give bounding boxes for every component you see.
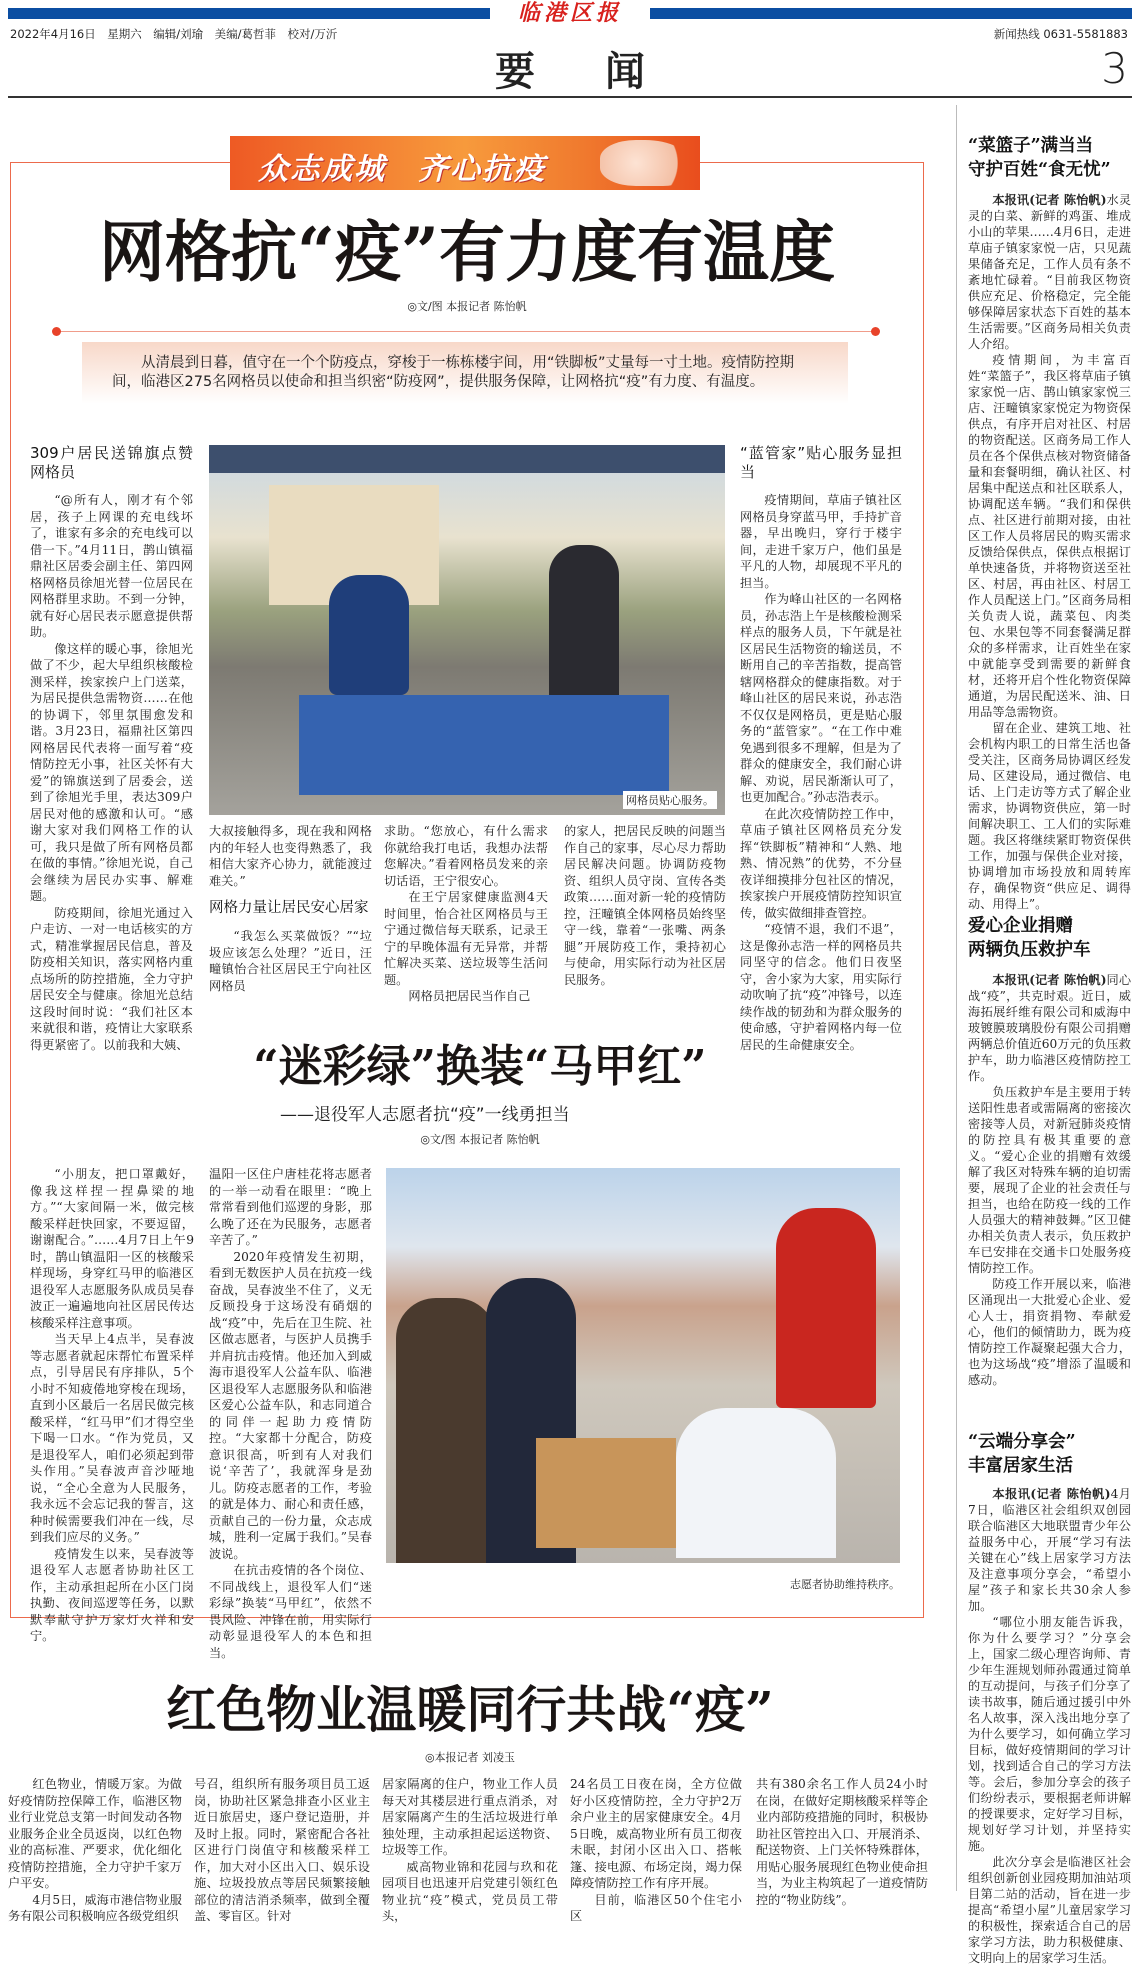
article3-column-4 [570, 1776, 742, 1925]
paragraph-text: “我怎么买菜做饭？”“垃圾应该怎么处理？”近日，汪疃镇怡合社区居民王宁向社区网格员 [209, 929, 372, 993]
paragraph [30, 492, 193, 641]
paragraph [30, 1546, 194, 1645]
paragraph [30, 1166, 194, 1331]
article3-column-3 [382, 1776, 558, 1925]
article2-column-2 [209, 1166, 372, 1661]
joined-hands-icon [600, 140, 690, 186]
paragraph [382, 1859, 558, 1925]
paragraph [968, 1084, 1131, 1276]
article3-column-2 [194, 1776, 370, 1925]
campaign-banner [230, 136, 700, 190]
paragraph [968, 192, 1131, 352]
paragraph [8, 1892, 182, 1925]
paragraph-text: 在抗击疫情的各个岗位、不同战线上，退役军人们“迷彩绿”换装“马甲红”，依然不畏风险、冲锋在前，用实际行动彰显退役军人的本色和担当。 [209, 1563, 372, 1660]
paragraph [209, 1249, 372, 1563]
story-title: 爱心企业捐赠 两辆负压救护车 [968, 916, 1091, 960]
dateline: 本报讯(记者 陈怡帆) [992, 973, 1107, 987]
paragraph [384, 889, 548, 988]
paragraph [968, 720, 1131, 912]
sidebar-story-vegetables [968, 134, 1131, 912]
decorative-dot [52, 327, 61, 336]
paragraph [209, 1562, 372, 1661]
newspaper-logo: 临港区报 [490, 0, 650, 26]
article1-column-3 [384, 823, 548, 1005]
paragraph-text: 红色物业，情暖万家。为做好疫情防控保障工作，临港区物业行业党总支第一时间发动各物业服务企业全员返岗，以红色物业的高标准、严要求，优化细化疫情防控措施，全力守护千家万户平安。 [8, 1777, 182, 1890]
dateline: 本报讯(记者 陈怡帆) [992, 1487, 1111, 1501]
column-divider [956, 105, 957, 1891]
photo-volunteers [386, 1168, 900, 1563]
paragraph-text: 4月5日，威海市港信物业服务有限公司积极响应各级党组织 [8, 1892, 182, 1923]
paragraph-text: 2020年疫情发生初期，看到无数医护人员在抗疫一线奋战，吴春波坐不住了，义无反顾投身于这场没有硝烟的战“疫”中，先后在卫生院、社区做志愿者，与医护人员携手并肩抗击疫情。他还加入到威海市退役军人公益车队、临港区退役军人志愿服务队和临港区爱心公益车队，和志同道合的同伴一起助力疫情防控。“大家都十分配合，防疫意识很高，听到有人对我们说‘辛苦了’，我就浑身是劲儿。防疫志愿者的工作，考验的就是体力、耐心和责任感，贡献自己的一份力量，众志成城，胜利一定属于我们。”吴春波说。 [209, 1249, 372, 1561]
paragraph-text: “哪位小朋友能告诉我，你为什么要学习？”分享会上，国家二级心理咨询师、青少年生涯规划师孙霞通过简单的互动提问，与孩子们分享了读书故事，随后通过援引中外名人故事，深入浅出地分享了为什么要学习，如何确立学习目标，做好疫情期间的学习计划，找到适合自己的学习方法等。会后，参加分享会的孩子们纷纷表示，要根据老师讲解的授课要求，定好学习目标，规划好学习计划，并坚持实施。 [968, 1615, 1131, 1853]
paragraph [209, 1166, 372, 1249]
paragraph [756, 1776, 928, 1908]
paragraph-text: 水灵灵的白菜、新鲜的鸡蛋、堆成小山的苹果……4月6日，走进草庙子镇家家悦一店，只见蔬果储备充足，工作人员有条不紊地忙碌着。“目前我区物资供应充足、价格稳定，完全能够保障居家状态下百姓的基本生活需要。”区商务局相关负责人介绍。 [968, 193, 1132, 351]
article1-column-1 [30, 442, 193, 1053]
photo-caption: 网格员贴心服务。 [623, 791, 717, 809]
paragraph [382, 1776, 558, 1859]
paragraph-text: “疫情不退，我们不退”，这是像孙志浩一样的网格员共同坚守的信念。他们日夜坚守，舍小家为大家，用实际行动吹响了抗“疫”冲锋号，以连续作战的韧劲和为群众服务的使命感，守护着网格内每一位居民的生命健康安全。 [740, 922, 902, 1052]
paragraph [740, 492, 902, 591]
worker-figure [329, 575, 409, 695]
article2-column-1 [30, 1166, 194, 1645]
paragraph-text: 4月7日，临港区社会组织双创园联合临港区大地联盟青少年公益服务中心，开展“学习有法 关键在心”线上居家学习方法及注意事项分享会，“希望小屋”孩子和家长共30余人参加。 [968, 1487, 1131, 1613]
paragraph-text: “@所有人，刚才有个邻居，孩子上网课的充电线坏了，谁家有多余的充电线可以借一下。”4月11日，鹊山镇福鼎社区居委会副主任、第四网格网格员徐旭光替一位居民在网格群里求助。不到一分钟，就有好心居民表示愿意提供帮助。 [30, 493, 193, 639]
paragraph-text: 号召，组织所有服务项目员工返岗，协助社区紧急排查小区业主近日旅居史，逐户登记造册，并及时上报。同时，紧密配合各社区进行门岗值守和核酸采样工作，加大对小区出入口、娱乐设施、垃圾投放点等居民频繁接触部位的清洁消杀频率，做到全覆盖、零盲区。针对 [194, 1777, 370, 1923]
section-title: 要闻 [495, 49, 715, 95]
story-title: “菜篮子”满当当 守护百姓“食无忧” [968, 136, 1111, 180]
header-rule [8, 96, 1132, 98]
article1-column-4 [564, 823, 726, 988]
decorative-line [55, 331, 875, 332]
article2-title: “迷彩绿”换装“马甲红” [253, 1041, 707, 1092]
paragraph-text: 求助。“您放心，有什么需求你就给我打电话，我想办法帮您解决。”看着网格员发来的亲切话语，王宁很安心。 [384, 824, 548, 888]
paragraph-text: 负压救护车是主要用于转送阳性患者或需隔离的密接次密接等人员，对新冠肺炎疫情的防控具有极其重要的意义。“爱心企业的捐赠有效缓解了我区对特殊车辆的迫切需要，展现了企业的社会责任与担当，也给在防疫一线的工作人员强大的精神鼓舞。”区卫健办相关负责人表示，负压救护车已安排在交通卡口处服务疫情防控工作。 [968, 1085, 1131, 1275]
paragraph [209, 823, 372, 889]
paragraph [968, 1614, 1131, 1854]
paragraph-text: 疫情发生以来，吴春波等退役军人志愿者协助社区工作，主动承担起所在小区门岗执勤、夜间巡逻等任务，以默默奉献守护万家灯火祥和安宁。 [30, 1546, 194, 1643]
article1-byline: ◎文/图 本报记者 陈怡帆 [407, 300, 527, 313]
paragraph [968, 1854, 1131, 1966]
paragraph [968, 352, 1131, 720]
article3-column-1 [8, 1776, 182, 1925]
paragraph-text: 温阳一区住户唐桂花将志愿者的一举一动看在眼里：“晚上常常看到他们巡逻的身影，那么晚了还在为民服务，志愿者辛苦了。” [209, 1167, 372, 1247]
paragraph-text: 网格员把居民当作自己 [408, 989, 531, 1003]
paragraph [968, 972, 1131, 1084]
volunteer-red-vest [776, 1208, 876, 1408]
paragraph [740, 921, 902, 1053]
page-number: 3 [1101, 44, 1128, 93]
article1-title: 网格抗“疫”有力度有温度 [99, 213, 835, 291]
article2-subtitle: ——退役军人志愿者抗“疫”一线勇担当 [280, 1105, 570, 1125]
paragraph-text: 当天早上4点半，吴春波等志愿者就起床帮忙布置采样点，引导居民有序排队，5个小时不知疲倦地穿梭在现场，直到小区最后一名居民做完核酸采样，“红马甲”们才得空坐下喝一口水。“作为党员，又是退役军人，咱们必须起到带头作用。”吴春波声音沙哑地说，“全心全意为人民服务，我永远不会忘记我的誓言，这种时候需要我们冲在一线，尽到我们应尽的义务。” [30, 1332, 194, 1544]
paragraph [384, 823, 548, 889]
paragraph [570, 1892, 742, 1925]
paragraph-text: “小朋友，把口罩戴好，像我这样捏一捏鼻梁的地方。”“大家间隔一米，做完核酸采样赶快回家，不要逗留，谢谢配合。”……4月7日上午9时，鹊山镇温阳一区的核酸采样现场，身穿红马甲的临港区退役军人志愿服务队成员吴春波正一遍遍地向社区居民传达核酸采样注意事项。 [30, 1167, 194, 1330]
banner-text: 众志成城 齐心抗疫 [258, 152, 546, 187]
delivery-cart [299, 695, 669, 795]
paragraph [968, 1276, 1131, 1388]
paragraph-text: 疫情期间，草庙子镇社区网格员身穿蓝马甲，手持扩音器，早出晚归，穿行于楼宇间，走进千家万户，他们虽是平凡的人物，却展现不平凡的担当。 [740, 493, 902, 590]
issue-meta: 2022年4月16日 星期六 编辑/刘瑜 美编/葛哲菲 校对/万沂 [10, 27, 338, 41]
subheading: 网格力量让居民安心居家 [209, 900, 369, 916]
paragraph [564, 823, 726, 988]
paragraph-text: 居家隔离的住户，物业工作人员每天对其楼层进行重点消杀，对居家隔离产生的生活垃圾进行单独处理，主动承担起运送物资、垃圾等工作。 [382, 1777, 558, 1857]
paragraph-text: 在王宁居家健康监测4天时间里，怡合社区网格员与王宁通过微信每天联系，记录王宁的早晚体温有无异常，并帮忙解决买菜、送垃圾等生活问题。 [384, 890, 548, 987]
paragraph-text: 24名员工日夜在岗，全方位做好小区疫情防控，全力守护2万余户业主的居家健康安全。4月5日晚，威高物业所有员工彻夜未眠，封闭小区出入口、搭帐篷、接电源、布场定岗，竭力保障疫情防控工作有序开展。 [570, 1777, 742, 1890]
article1-column-2 [209, 823, 372, 994]
paragraph [570, 1776, 742, 1892]
subheading: “蓝管家”贴心服务显担当 [740, 444, 902, 481]
paragraph-text: 共有380余名工作人员24小时在岗，在做好定期核酸采样等企业内部防疫措施的同时，积极协助社区管控出入口、开展消杀、配送物资、上门关怀特殊群体，用贴心服务展现红色物业使命担当，为业主构筑起了一道疫情防控的“物业防线”。 [756, 1777, 928, 1907]
decorative-dot [871, 327, 880, 336]
subheading: 309户居民送锦旗点赞网格员 [30, 444, 193, 481]
article2-byline: ◎文/图 本报记者 陈怡帆 [420, 1133, 540, 1146]
paragraph [968, 1486, 1131, 1614]
paragraph-text: 防疫工作开展以来，临港区涌现出一大批爱心企业、爱心人士，捐资捐物、奉献爱心，他们的倾情助力，既为疫情防控工作凝聚起强大合力，也为这场战“疫”增添了温暖和感动。 [968, 1277, 1131, 1387]
article3-column-5 [756, 1776, 928, 1908]
sidebar-story-ambulance [968, 914, 1131, 1388]
news-hotline: 新闻热线 0631-5581883 [993, 27, 1128, 41]
story-title: “云端分享会” 丰富居家生活 [968, 1432, 1076, 1476]
resident-figure [396, 1298, 496, 1563]
sidebar-story-cloud-sharing [968, 1430, 1131, 1966]
medical-worker [676, 1408, 836, 1558]
paragraph [194, 1776, 370, 1925]
paragraph [30, 1331, 194, 1546]
paragraph-text: 在此次疫情防控工作中，草庙子镇社区网格员充分发挥“铁脚板”精神和“人熟、地熟、情况熟”的优势，不分昼夜详细摸排分包社区的情况，挨家挨户开展疫情防控知识宣传，做实做细排查管控。 [740, 806, 902, 920]
dateline: 本报讯(记者 陈怡帆) [992, 193, 1107, 207]
paragraph-text: 同心战“疫”，共克时艰。近日，威海拓展纤维有限公司和威海中玻镀膜玻璃股份有限公司捐赠两辆总价值近60万元的负压救护车，助力临港区疫情防控工作。 [968, 973, 1132, 1083]
canopy [209, 445, 725, 473]
paragraph [8, 1776, 182, 1892]
paragraph [30, 641, 193, 905]
paragraph-text: 的家人，把居民反映的问题当作自己的家事，尽心尽力帮助居民解决问题。协调防疫物资、组织人员守岗、宣传各类政策……面对新一轮的疫情防控，汪疃镇全体网格员始终坚守一线，靠着“一张嘴、两条腿”开展防疫工作，秉持初心与使命，用实际行动为社区居民服务。 [564, 824, 726, 987]
paragraph [30, 905, 193, 1054]
paragraph-text: 疫情期间，为丰富百姓“菜篮子”，我区将草庙子镇家家悦一店、鹊山镇家家悦三店、汪疃镇家家悦定为物资保供点，有序开启对社区、村居的物资配送。区商务局工作人员在各个保供点核对物资储备量和套餐明细，确认社区、村居集中配送点和社区联系人，协调配送车辆。“我们和保供点、社区进行前期对接，由社区工作人员将居民的购买需求反馈给保供点，保供点根据订单快速备货，并将物资送至社区、村居，再由社区、村居工作人员配送上门。”区商务局相关负责人说，蔬菜包、肉类包、水果包等不同套餐满足群众的多样需求，让百姓坐在家中就能享受到需要的新鲜食材，还将开启个性化物资保障通道，为居民配送米、油、日用品等急需物资。 [968, 353, 1131, 719]
paragraph-text: 此次分享会是临港区社会组织创新创业园疫期加油站项目第二站的活动，旨在进一步提高“希望小屋”儿童居家学习的积极性，探索适合自己的居家学习方法，助力积极健康、文明向上的居家学习生活。 [968, 1855, 1131, 1965]
paragraph-text: 作为峰山社区的一名网格员，孙志浩上午是核酸检测采样点的服务人员，下午就是社区居民生活物资的输送员，不断用自己的辛苦指数，提高管辖网格群众的健康指数。对于峰山社区的居民来说，孙志浩不仅仅是网格员，更是贴心服务的“蓝管家”。“在工作中难免遇到很多不理解，但是为了群众的健康安全，我们耐心讲解、劝说，居民渐渐认可了，也更加配合。”孙志浩表示。 [740, 592, 902, 804]
article3-byline: ◎本报记者 刘凌玉 [424, 1751, 516, 1764]
paragraph-text: 防疫期间，徐旭光通过入户走访、一对一电话核实的方式，精准掌握居民信息，普及防疫相关知识，落实网格内重点场所的防控措施，全力守护居民安全与健康。徐旭光总结这段时间时说：“我们社区本来就很和谐，疫情让大家联系得更紧密了。以前我和大姨、 [30, 905, 193, 1052]
paragraph [740, 806, 902, 922]
photo-grid-worker [209, 445, 725, 815]
article3-title: 红色物业温暖同行共战“疫” [166, 1680, 774, 1739]
article1-column-5 [740, 442, 902, 1053]
paragraph-text: 像这样的暖心事，徐旭光做了不少，起大早组织核酸检测采样，挨家挨户上门送菜，为居民提供急需物资……在他的协调下，邻里氛围愈发和谐。3月23日，福鼎社区第四网格居民代表将一面写着“疫情防控无小事，社区关怀有大爱”的锦旗送到了居委会，送到了徐旭光手里，表达309户居民对他的感激和认可。“感谢大家对我们网格工作的认可，我只是做了所有网格员都在做的事情。”徐旭光说，自己会继续为居民办实事、解难题。 [30, 641, 193, 903]
paragraph-text: 大叔接触得多，现在我和网格内的年轻人也变得熟悉了，我相信大家齐心协力，就能渡过难关。” [209, 824, 372, 888]
paragraph [209, 928, 372, 994]
photo-caption: 志愿者协助维持秩序。 [790, 1578, 900, 1591]
table-box [536, 1438, 676, 1548]
paragraph-text: 威高物业锦和花园与玖和花园项目也迅速开启党建引领红色物业抗“疫”模式，党员员工带头， [382, 1859, 558, 1923]
article1-lead: 从清晨到日暮，值守在一个个防疫点，穿梭于一栋栋楼宇间，用“铁脚板”丈量每一寸土地。疫情防控期间，临港区275名网格员以使命和担当织密“防疫网”，提供服务保障，让网格抗“疫”有力度、有温度。 [82, 342, 848, 404]
paragraph [384, 988, 548, 1005]
paragraph-text: 留在企业、建筑工地、社会机构内职工的日常生活也备受关注，区商务局协调区经发局、区建设局，通过微信、电话、上门走访等方式了解企业需求，协调物资供应，第一时间解决职工、工人们的实际难题。我区将继续紧盯物资保供工作，加强与保供企业对接，协调增加市场投放和周转库存，确保物资“供应足、调得动、用得上”。 [968, 721, 1131, 911]
paragraph-text: 目前，临港区50个住宅小区 [570, 1892, 742, 1923]
paragraph [740, 591, 902, 806]
